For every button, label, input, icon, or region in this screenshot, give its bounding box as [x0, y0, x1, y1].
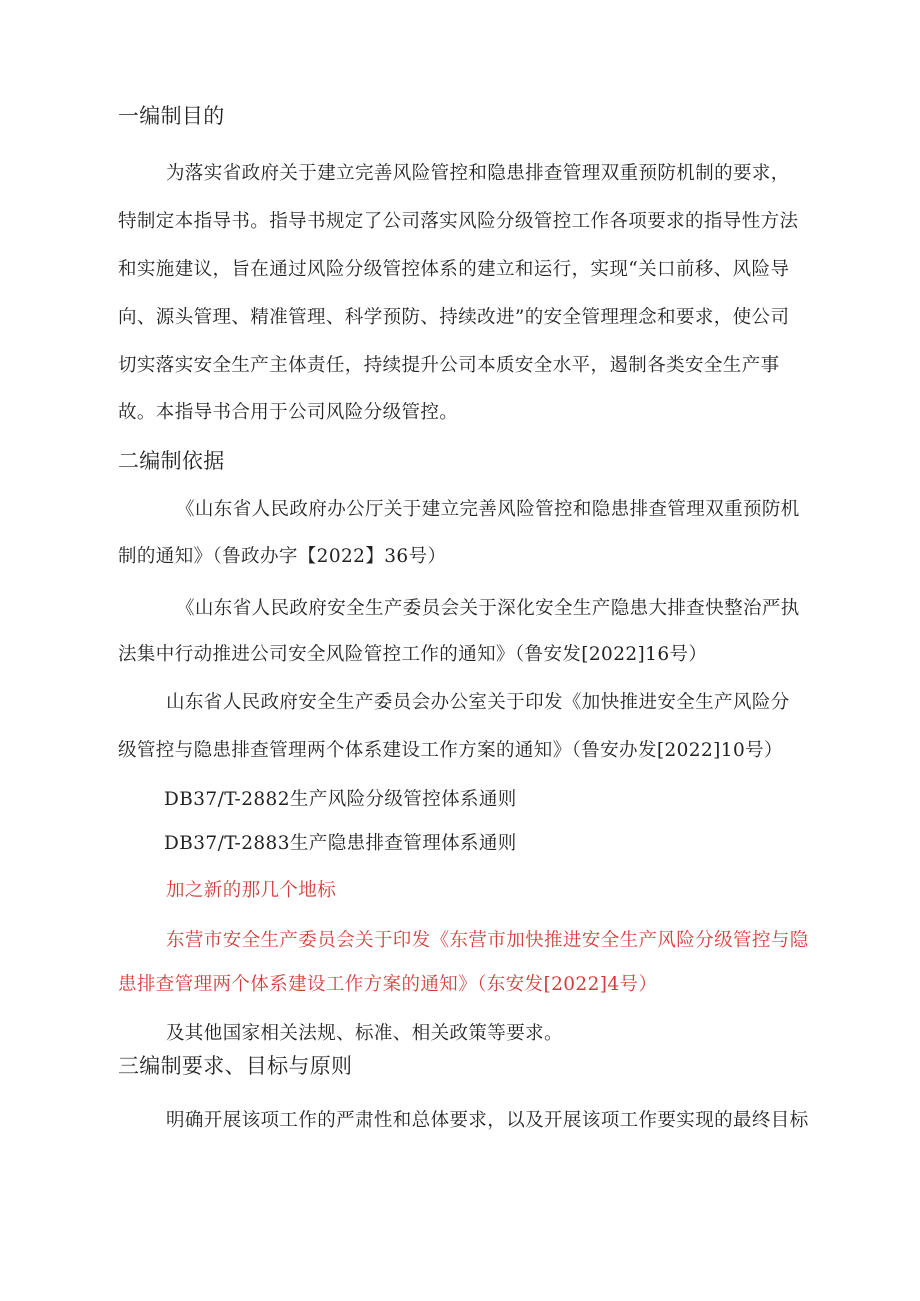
paragraph-line: 明确开展该项工作的严肃性和总体要求，以及开展该项工作要实现的最终目标 — [166, 1110, 809, 1131]
reference-line: 《山东省人民政府办公厅关于建立完善风险管控和隐患排查管理双重预防机 — [176, 499, 800, 520]
standard-reference: DB37/T-2883生产隐患排查管理体系通则 — [164, 833, 517, 854]
section-heading-3: 三编制要求、目标与原则 — [118, 1054, 353, 1078]
reference-line: 山东省人民政府安全生产委员会办公室关于印发《加快推进安全生产风险分 — [166, 692, 790, 713]
reference-line: 级管控与隐患排查管理两个体系建设工作方案的通知》（鲁安办发[2022]10号） — [118, 740, 783, 761]
paragraph-line: 特制定本指导书。指导书规定了公司落实风险分级管控工作各项要求的指导性方法 — [118, 211, 799, 232]
paragraph-line: 及其他国家相关法规、标准、相关政策等要求。 — [166, 1023, 563, 1044]
highlighted-reference-line: 患排查管理两个体系建设工作方案的通知》（东安发[2022]4号） — [118, 974, 658, 995]
paragraph-line: 向、源头管理、精准管理、科学预防、持续改进”的安全管理理念和要求，使公司 — [118, 307, 790, 328]
standard-reference: DB37/T-2882生产风险分级管控体系通则 — [164, 789, 517, 810]
paragraph-line: 切实落实安全生产主体责任，持续提升公司本质安全水平，遏制各类安全生产事 — [118, 355, 780, 376]
section-heading-2: 二编制依据 — [118, 449, 225, 473]
paragraph-line: 故。本指导书合用于公司风险分级管控。 — [118, 402, 459, 423]
section-heading-1: 一编制目的 — [118, 104, 225, 128]
reference-line: 《山东省人民政府安全生产委员会关于深化安全生产隐患大排查快整治严执 — [176, 598, 800, 619]
highlighted-note: 加之新的那几个地标 — [166, 880, 337, 901]
reference-line: 法集中行动推进公司安全风险管控工作的通知》（鲁安发[2022]16号） — [118, 644, 708, 665]
paragraph-line: 和实施建议，旨在通过风险分级管控体系的建立和运行，实现“关口前移、风险导 — [118, 259, 790, 280]
paragraph-line: 为落实省政府关于建立完善风险管控和隐患排查管理双重预防机制的要求， — [166, 163, 790, 184]
highlighted-reference-line: 东营市安全生产委员会关于印发《东营市加快推进安全生产风险分级管控与隐 — [166, 930, 809, 951]
reference-line: 制的通知》（鲁政办字【2022】36号） — [118, 546, 447, 567]
